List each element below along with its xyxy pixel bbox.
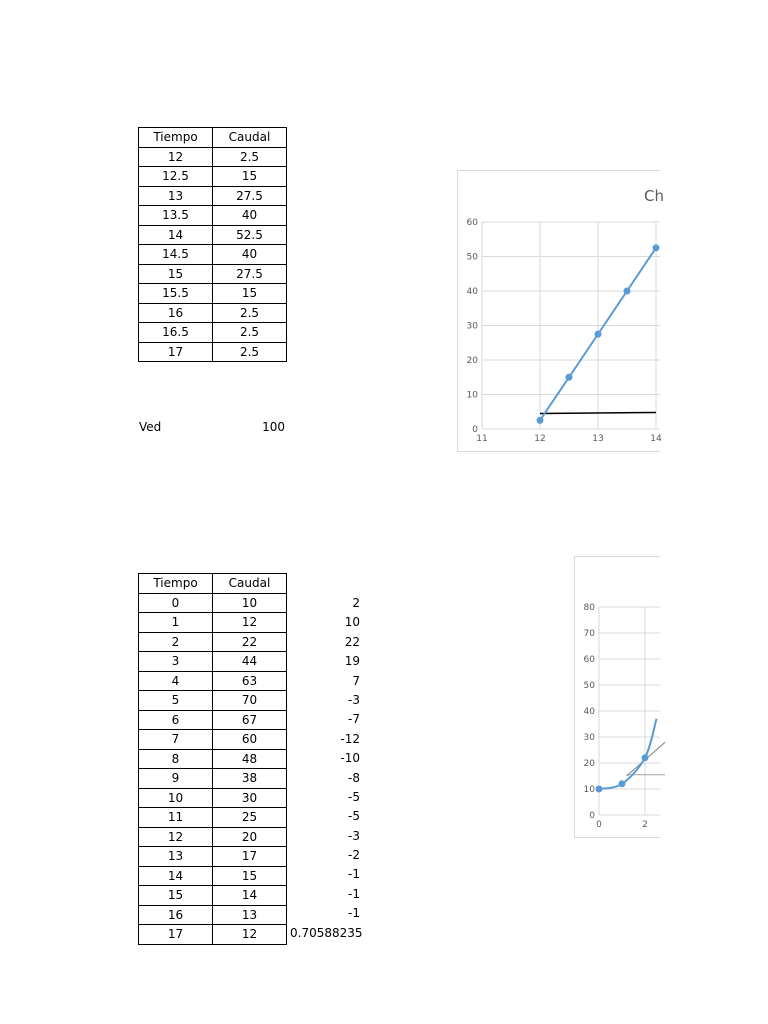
difference-value: -3 bbox=[348, 828, 360, 843]
y-tick-label: 10 bbox=[466, 390, 478, 401]
tiempo-cell: 13.5 bbox=[139, 206, 213, 226]
caudal-cell: 70 bbox=[213, 691, 287, 711]
table-row bbox=[139, 303, 287, 323]
table-2 bbox=[138, 573, 287, 945]
y-tick-label: 40 bbox=[583, 707, 595, 717]
table-row bbox=[139, 749, 287, 769]
caudal-cell: 17 bbox=[213, 847, 287, 867]
table-row bbox=[139, 167, 287, 187]
tiempo-cell: 13 bbox=[139, 847, 213, 867]
table-row bbox=[139, 264, 287, 284]
data-point bbox=[653, 244, 660, 251]
tiempo-cell: 16.5 bbox=[139, 323, 213, 343]
difference-value: -2 bbox=[348, 848, 360, 863]
tiempo-cell: 15 bbox=[139, 886, 213, 906]
tiempo-cell: 5 bbox=[139, 691, 213, 711]
y-tick-label: 50 bbox=[466, 252, 478, 263]
data-point bbox=[595, 331, 602, 338]
difference-value: -5 bbox=[348, 789, 360, 804]
chart-2 bbox=[574, 556, 660, 838]
header-caudal: Caudal bbox=[213, 128, 287, 148]
tiempo-cell: 13 bbox=[139, 186, 213, 206]
ved-value: 100 bbox=[262, 420, 285, 434]
tiempo-cell: 16 bbox=[139, 303, 213, 323]
y-tick-label: 40 bbox=[466, 287, 478, 297]
y-tick-label: 0 bbox=[589, 811, 595, 821]
difference-value: -1 bbox=[348, 867, 360, 882]
data-point bbox=[566, 374, 573, 381]
y-tick-label: 20 bbox=[466, 356, 478, 366]
tiempo-cell: 16 bbox=[139, 905, 213, 925]
difference-value: -10 bbox=[340, 751, 360, 766]
difference-value: 22 bbox=[344, 634, 360, 649]
table-row bbox=[139, 245, 287, 265]
table-row bbox=[139, 225, 287, 245]
baseline-line bbox=[540, 412, 656, 413]
caudal-cell: 52.5 bbox=[213, 225, 287, 245]
chart-title: Ch bbox=[644, 187, 664, 205]
table-row bbox=[139, 593, 287, 613]
y-tick-label: 0 bbox=[472, 425, 478, 435]
caudal-cell: 48 bbox=[213, 749, 287, 769]
header-tiempo: Tiempo bbox=[139, 574, 213, 594]
table-row bbox=[139, 710, 287, 730]
tiempo-cell: 12.5 bbox=[139, 167, 213, 187]
table-row bbox=[139, 847, 287, 867]
caudal-cell: 15 bbox=[213, 284, 287, 304]
caudal-cell: 44 bbox=[213, 652, 287, 672]
table-row bbox=[139, 788, 287, 808]
difference-value: 2 bbox=[352, 596, 360, 610]
caudal-cell: 40 bbox=[213, 206, 287, 226]
tiempo-cell: 0 bbox=[139, 593, 213, 613]
table-row bbox=[139, 147, 287, 167]
difference-value: -1 bbox=[348, 886, 360, 901]
tiempo-cell: 4 bbox=[139, 671, 213, 691]
y-tick-label: 60 bbox=[583, 655, 595, 665]
tiempo-cell: 9 bbox=[139, 769, 213, 789]
x-tick-label: 2 bbox=[642, 820, 648, 830]
tiempo-cell: 11 bbox=[139, 808, 213, 828]
data-point bbox=[642, 754, 649, 761]
x-tick-label: 0 bbox=[596, 820, 602, 830]
table-1-body bbox=[139, 147, 287, 362]
tiempo-cell: 8 bbox=[139, 749, 213, 769]
difference-value: -12 bbox=[340, 731, 360, 746]
tiempo-cell: 12 bbox=[139, 827, 213, 847]
tiempo-cell: 12 bbox=[139, 147, 213, 167]
caudal-cell: 12 bbox=[213, 613, 287, 633]
tiempo-cell: 7 bbox=[139, 730, 213, 750]
caudal-cell: 67 bbox=[213, 710, 287, 730]
table-row bbox=[139, 808, 287, 828]
caudal-cell: 2.5 bbox=[213, 342, 287, 362]
tiempo-cell: 1 bbox=[139, 613, 213, 633]
table-row bbox=[139, 323, 287, 343]
x-tick-label: 12 bbox=[534, 434, 546, 444]
table-row bbox=[139, 206, 287, 226]
tiempo-cell: 14 bbox=[139, 866, 213, 886]
y-tick-label: 50 bbox=[583, 681, 595, 691]
caudal-cell: 40 bbox=[213, 245, 287, 265]
tiempo-cell: 6 bbox=[139, 710, 213, 730]
chart-1 bbox=[457, 170, 664, 452]
caudal-cell: 2.5 bbox=[213, 147, 287, 167]
table-row bbox=[139, 632, 287, 652]
caudal-cell: 12 bbox=[213, 925, 287, 945]
y-tick-label: 70 bbox=[583, 629, 595, 639]
caudal-cell: 2.5 bbox=[213, 303, 287, 323]
table-row bbox=[139, 827, 287, 847]
difference-value: 7 bbox=[352, 673, 360, 688]
x-tick-label: 11 bbox=[476, 434, 488, 444]
table-row bbox=[139, 730, 287, 750]
caudal-cell: 38 bbox=[213, 769, 287, 789]
tiempo-cell: 17 bbox=[139, 925, 213, 945]
y-tick-label: 80 bbox=[583, 603, 595, 613]
caudal-cell: 15 bbox=[213, 866, 287, 886]
caudal-cell: 13 bbox=[213, 905, 287, 925]
caudal-cell: 14 bbox=[213, 886, 287, 906]
table-row bbox=[139, 342, 287, 362]
chart-1-svg bbox=[458, 171, 664, 451]
caudal-cell: 27.5 bbox=[213, 264, 287, 284]
series-line bbox=[599, 719, 657, 789]
table-row bbox=[139, 886, 287, 906]
difference-value: -1 bbox=[348, 906, 360, 921]
caudal-cell: 60 bbox=[213, 730, 287, 750]
table-2-header-row bbox=[139, 574, 287, 594]
table-row bbox=[139, 284, 287, 304]
difference-value: 0.70588235 bbox=[290, 925, 363, 940]
caudal-cell: 20 bbox=[213, 827, 287, 847]
y-tick-label: 60 bbox=[466, 218, 478, 228]
table-row bbox=[139, 769, 287, 789]
caudal-cell: 30 bbox=[213, 788, 287, 808]
header-tiempo: Tiempo bbox=[139, 128, 213, 148]
y-tick-label: 20 bbox=[583, 759, 595, 769]
differences-column bbox=[290, 594, 363, 943]
caudal-cell: 2.5 bbox=[213, 323, 287, 343]
chart-2-svg bbox=[575, 557, 660, 837]
table-row bbox=[139, 691, 287, 711]
caudal-cell: 63 bbox=[213, 671, 287, 691]
table-row bbox=[139, 905, 287, 925]
table-1-header-row bbox=[139, 128, 287, 148]
data-point bbox=[537, 417, 544, 424]
table-row bbox=[139, 652, 287, 672]
table-row bbox=[139, 925, 287, 945]
table-row bbox=[139, 613, 287, 633]
table-1 bbox=[138, 127, 287, 362]
caudal-cell: 22 bbox=[213, 632, 287, 652]
table-row bbox=[139, 866, 287, 886]
tiempo-cell: 17 bbox=[139, 342, 213, 362]
difference-value: 10 bbox=[344, 615, 360, 630]
ved-label: Ved bbox=[139, 420, 162, 434]
x-tick-label: 13 bbox=[592, 434, 604, 444]
tiempo-cell: 14 bbox=[139, 225, 213, 245]
difference-value: -8 bbox=[348, 770, 360, 785]
tiempo-cell: 14.5 bbox=[139, 245, 213, 265]
difference-value: -3 bbox=[348, 692, 360, 707]
tiempo-cell: 2 bbox=[139, 632, 213, 652]
table-2-body bbox=[139, 593, 287, 944]
difference-value: 19 bbox=[344, 654, 360, 669]
tiempo-cell: 15 bbox=[139, 264, 213, 284]
data-point bbox=[624, 288, 631, 295]
tiempo-cell: 3 bbox=[139, 652, 213, 672]
caudal-cell: 15 bbox=[213, 167, 287, 187]
y-tick-label: 10 bbox=[583, 785, 595, 795]
table-row bbox=[139, 671, 287, 691]
y-tick-label: 30 bbox=[583, 733, 595, 743]
data-point bbox=[619, 780, 626, 787]
caudal-cell: 10 bbox=[213, 593, 287, 613]
difference-value: -7 bbox=[348, 712, 360, 727]
tiempo-cell: 15.5 bbox=[139, 284, 213, 304]
tiempo-cell: 10 bbox=[139, 788, 213, 808]
y-tick-label: 30 bbox=[466, 321, 478, 332]
caudal-cell: 25 bbox=[213, 808, 287, 828]
caudal-cell: 27.5 bbox=[213, 186, 287, 206]
x-tick-label: 14 bbox=[650, 434, 662, 444]
header-caudal: Caudal bbox=[213, 574, 287, 594]
table-row bbox=[139, 186, 287, 206]
difference-value: -5 bbox=[348, 809, 360, 824]
data-point bbox=[596, 786, 603, 793]
